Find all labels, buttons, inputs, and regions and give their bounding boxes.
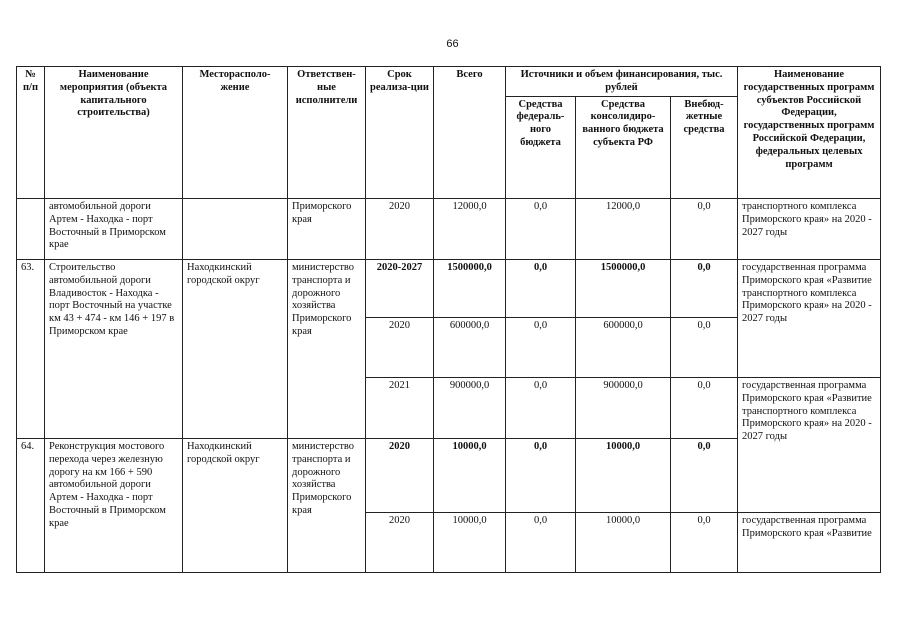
header-name: Наименование мероприятия (объекта капитального строительства) [45, 67, 183, 199]
page-number: 66 [446, 38, 459, 50]
item63-program-2021: государственная программа Приморского края «Развитие транспортного комплекса Приморского края» на 2020 - 2027 годы [738, 378, 881, 513]
cont-num [17, 199, 45, 260]
item63-consolidated: 1500000,0 [576, 260, 671, 318]
cont-term: 2020 [366, 199, 434, 260]
header-total: Всего [434, 67, 506, 199]
item64-federal: 0,0 [506, 439, 576, 513]
header-term: Срок реализа-ции [366, 67, 434, 199]
cont-location [183, 199, 288, 260]
header-federal: Средства федераль-ного бюджета [506, 96, 576, 198]
header-row [17, 67, 881, 97]
item63-extrabudget: 0,0 [671, 260, 738, 318]
item64-consolidated: 10000,0 [576, 439, 671, 513]
item63-federal-2020: 0,0 [506, 318, 576, 378]
item64-term-2020: 2020 [366, 513, 434, 573]
item63-extrabudget-2020: 0,0 [671, 318, 738, 378]
cont-consolidated: 12000,0 [576, 199, 671, 260]
item64-consolidated-2020: 10000,0 [576, 513, 671, 573]
header-programs: Наименование государственных программ субъектов Российской Федерации, государственных программ Российской Федерации, федеральных целевых программ [738, 67, 881, 199]
header-extrabudget: Внебюд-жетные средства [671, 96, 738, 198]
item64-location: Находкинский городской округ [183, 439, 288, 573]
item63-name: Строительство автомобильной дороги Владивосток - Находка - порт Восточный на участке км 43 + 474 - км 146 + 197 в Приморском крае [45, 260, 183, 439]
item63-federal: 0,0 [506, 260, 576, 318]
header-consolidated: Средства консолидиро-ванного бюджета субъекта РФ [576, 96, 671, 198]
item63-program: государственная программа Приморского края «Развитие транспортного комплекса Приморского края» на 2020 - 2027 годы [738, 260, 881, 378]
header-responsible: Ответствен-ные исполнители [288, 67, 366, 199]
item63-federal-2021: 0,0 [506, 378, 576, 439]
item64-num: 64. [17, 439, 45, 573]
table-row-63-total [17, 260, 881, 318]
item63-responsible: министерство транспорта и дорожного хозяйства Приморского края [288, 260, 366, 439]
item64-total-2020: 10000,0 [434, 513, 506, 573]
cont-program: транспортного комплекса Приморского края» на 2020 - 2027 годы [738, 199, 881, 260]
cont-total: 12000,0 [434, 199, 506, 260]
item64-federal-2020: 0,0 [506, 513, 576, 573]
item64-total: 10000,0 [434, 439, 506, 513]
header-sources: Источники и объем финансирования, тыс. рублей [506, 67, 738, 97]
cont-extrabudget: 0,0 [671, 199, 738, 260]
item64-responsible: министерство транспорта и дорожного хозяйства Приморского края [288, 439, 366, 573]
item63-term-total: 2020-2027 [366, 260, 434, 318]
financing-table [16, 66, 881, 573]
item63-total: 1500000,0 [434, 260, 506, 318]
item63-consolidated-2021: 900000,0 [576, 378, 671, 439]
item64-name: Реконструкция мостового перехода через железную дорогу на км 166 + 590 автомобильной дороги Артем - Находка - порт Восточный в Приморском крае [45, 439, 183, 573]
header-location: Месторасполо-жение [183, 67, 288, 199]
item64-extrabudget: 0,0 [671, 439, 738, 513]
cont-responsible: Приморского края [288, 199, 366, 260]
item63-total-2021: 900000,0 [434, 378, 506, 439]
cont-federal: 0,0 [506, 199, 576, 260]
item63-num: 63. [17, 260, 45, 439]
item63-term-2020: 2020 [366, 318, 434, 378]
item64-term-total: 2020 [366, 439, 434, 513]
header-num: № п/п [17, 67, 45, 199]
item63-total-2020: 600000,0 [434, 318, 506, 378]
item63-term-2021: 2021 [366, 378, 434, 439]
item63-location: Находкинский городской округ [183, 260, 288, 439]
cont-name: автомобильной дороги Артем - Находка - порт Восточный в Приморском крае [45, 199, 183, 260]
table-row-continuation [17, 199, 881, 260]
item64-program-2020: государственная программа Приморского края «Развитие [738, 513, 881, 573]
item64-extrabudget-2020: 0,0 [671, 513, 738, 573]
item63-consolidated-2020: 600000,0 [576, 318, 671, 378]
item63-extrabudget-2021: 0,0 [671, 378, 738, 439]
